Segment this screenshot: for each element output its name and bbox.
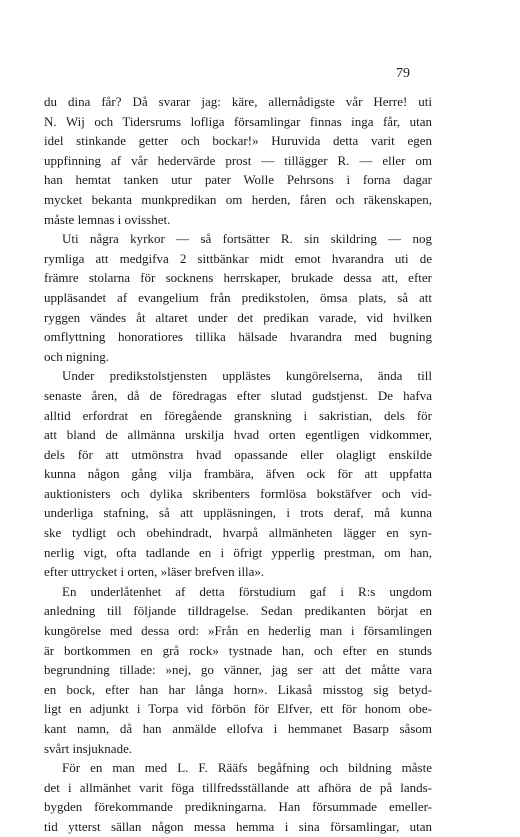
text-line: idel stinkande getter och bockar!» Huruvida detta varit egen <box>44 133 432 149</box>
body-text <box>44 92 432 837</box>
paragraph <box>44 758 432 836</box>
text-line: kant namn, då han anmälde ellofva i hemmanet Basarp såsom <box>44 721 432 736</box>
text-line: kungörelse med dessa ord: »Från en hederlig man i församlingen <box>44 623 432 639</box>
text-line: alltid erfordrat en föregående granskning i sakristian, dels för <box>44 407 432 423</box>
text-line: För en man med L. F. Rääfs begåfning och bildning måste <box>62 760 432 776</box>
paragraph <box>44 366 432 582</box>
text-line: uppläsandet af evangelium från predikstolen, ömsa plats, så att <box>44 289 432 305</box>
text-line: anledning till följande tilldragelse. Sedan predikanten börjat en <box>44 603 432 619</box>
text-line: att bland de allmänna urskilja hvad orten egentligen vidkommer, <box>44 427 432 443</box>
text-line: auktionisters och dylika skribenters formlösa bokstäfver och vid- <box>44 485 432 501</box>
text-line: ske tydligt och obehindradt, hvarpå allmänheten lägger en syn- <box>44 525 432 541</box>
text-line: begrundning tillade: »nej, go vänner, jag ser att det måtte vara <box>44 662 432 678</box>
page-number: 79 <box>396 66 410 81</box>
text-line: måste lemnas i ovisshet. <box>44 211 171 227</box>
text-line: svårt insjuknade. <box>44 740 133 756</box>
text-line: bygden förekommande predikningarna. Han försummade emeller- <box>44 799 432 815</box>
text-line: Under predikstolstjensten upplästes kungörelserna, ända till <box>62 368 432 384</box>
text-line: N. Wij och Tidersrums lofliga församlingar finnas inga får, utan <box>44 113 432 129</box>
text-line: senaste åren, då de föredragas efter slutad gudstjenst. De hafva <box>44 387 432 403</box>
paragraph <box>44 582 432 758</box>
text-line: han hemtat tanken utur pater Wolle Pehrsons i forna dagar <box>44 172 432 188</box>
text-line: och nigning. <box>44 348 109 364</box>
text-line: en bock, efter han har långa horn». Likaså misstog sig betyd- <box>44 681 432 697</box>
text-line: du dina får? Då svarar jag: käre, allernådigste vår Herre! uti <box>44 94 432 109</box>
text-line: dels för att utmönstra hvad opassande eller olagligt enskilde <box>44 446 432 462</box>
text-line: nerlig vigt, ofta tadlande en i öfrigt ypperlig prestman, om han, <box>44 544 432 560</box>
text-line: är bortkommen en grå rock» tystnade han, och efter en stunds <box>44 642 432 658</box>
text-line: Uti några kyrkor — så fortsätter R. sin skildring — nog <box>62 231 432 247</box>
paragraph <box>44 92 432 229</box>
text-line: det i allmänhet varit föga tillfredsställande att afhöra de på lands- <box>44 779 432 795</box>
text-line: efter uttrycket i orten, »läser brefven illa». <box>44 564 265 580</box>
text-line: tid ytterst sällan någon messa hemma i sina församlingar, utan <box>44 818 432 834</box>
text-line: rymliga att medgifva 2 sittbänkar midt emot hvarandra uti de <box>44 250 432 266</box>
text-line: omflyttning honoratiores tillika hälsade hvarandra med bugning <box>44 329 432 345</box>
text-line: ryggen vändes åt altaret under det predikan varade, vid hvilken <box>44 309 432 325</box>
text-line: ligt en adjunkt i Torpa vid förbön för Elfver, ett för honom obe- <box>44 701 432 717</box>
text-line: främre stolarna för socknens herrskaper, brukade dessa att, efter <box>44 270 432 286</box>
text-line: En underlåtenhet af detta förstudium gaf i R:s ungdom <box>62 583 432 599</box>
text-line: underliga stafning, så att uppläsningen, i trots deraf, må kunna <box>44 505 432 521</box>
text-line: uppfinning af vår hedervärde prost — tillägger R. — eller om <box>44 152 432 168</box>
paragraph <box>44 229 432 366</box>
text-line: kunna någon gång vilja frambära, äfven ock för att uppfatta <box>44 466 432 482</box>
text-line: mycket bekanta munkpredikan om herden, fåren och räkenskapen, <box>44 191 432 207</box>
